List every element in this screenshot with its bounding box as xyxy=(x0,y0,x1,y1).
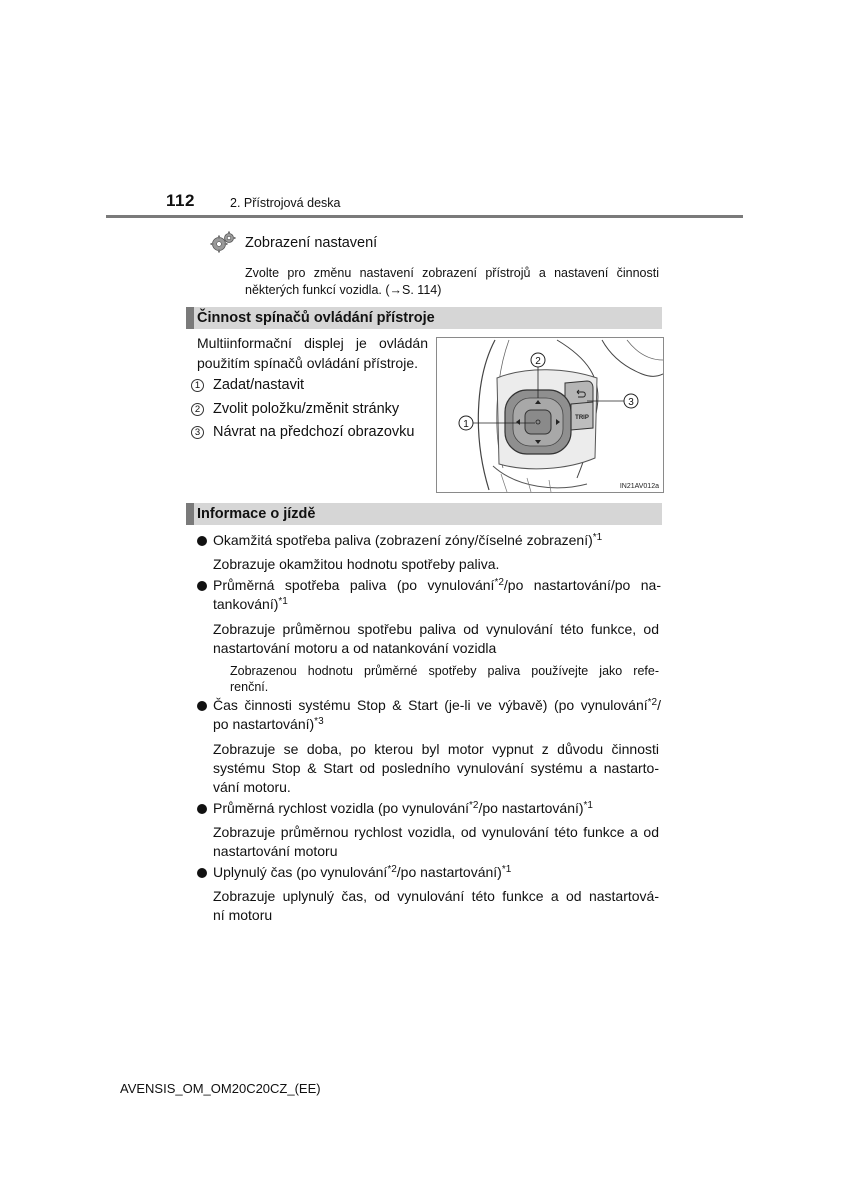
settings-title: Zobrazení nastavení xyxy=(245,235,378,251)
description-line: Zobrazuje okamžitou hodnotu spotřeby paliva. xyxy=(213,556,500,572)
list-item-description xyxy=(213,555,659,574)
note-line: Zobrazenou hodnotu průměrné spotřeby paliva používejte jako refe- xyxy=(230,664,659,678)
settings-description xyxy=(245,265,659,299)
list-item-text: Okamžitá spotřeba paliva (zobrazení zóny/číselné zobrazení)$^{*1}$ xyxy=(213,532,603,548)
chapter-title: 2. Přístrojová deska xyxy=(230,196,341,210)
list-item-description xyxy=(213,620,659,658)
description-line: Zobrazuje se doba, po kterou byl motor vypnut z důvodu činnosti xyxy=(213,741,659,757)
steering-switch-figure xyxy=(436,337,664,493)
document-code: AVENSIS_OM_OM20C20CZ_(EE) xyxy=(120,1081,321,1096)
section-stripe xyxy=(186,503,194,525)
item-number: 2 xyxy=(191,403,204,416)
list-item-description xyxy=(213,887,659,925)
bullet-dot xyxy=(197,581,207,591)
item-number: 3 xyxy=(191,426,204,439)
description-line: nastartování motoru xyxy=(213,843,338,859)
description-line: Zobrazuje uplynulý čas, od vynulování této funkce a od nastartová- xyxy=(213,888,659,904)
bullet-dot xyxy=(197,536,207,546)
description-line: nastartování motoru a od natankování vozidla xyxy=(213,640,497,656)
section-title: Činnost spínačů ovládání přístroje xyxy=(197,310,435,326)
item-number: 1 xyxy=(191,379,204,392)
bullet-dot xyxy=(197,868,207,878)
bullet-dot xyxy=(197,701,207,711)
bullet-dot xyxy=(197,804,207,814)
description-line: vání motoru. xyxy=(213,779,291,795)
item-label: Zvolit položku/změnit stránky xyxy=(213,401,400,417)
list-item-text: Uplynulý čas (po vynulování$^{*2}$/po nastartování)$^{*1}$ xyxy=(213,864,512,880)
item-label: Návrat na předchozí obrazovku xyxy=(213,424,415,440)
figure-code: IN21AV012a xyxy=(619,483,659,490)
item-label: Zadat/nastavit xyxy=(213,377,305,393)
callout-3: 3 xyxy=(628,397,634,408)
note xyxy=(230,663,659,695)
switch-intro-line: použitím spínačů ovládání přístroje. xyxy=(197,355,419,371)
description-line: ní motoru xyxy=(213,907,273,923)
description-line: systému Stop & Start od posledního vynulování systému a nastarto- xyxy=(213,760,659,776)
gear-icon xyxy=(210,231,236,253)
description-line: Zobrazuje průměrnou rychlost vozidla, od vynulování této funkce a od xyxy=(213,824,659,840)
settings-description-line: Zvolte pro změnu nastavení zobrazení přístrojů a nastavení činnosti xyxy=(245,266,659,280)
switch-item xyxy=(191,424,415,440)
list-item-description xyxy=(213,740,659,797)
list-item-text: Průměrná rychlost vozidla (po vynulování$^{*2}$/po nastartování)$^{*1}$ xyxy=(213,800,593,816)
switch-item xyxy=(191,377,304,393)
callout-2: 2 xyxy=(535,356,541,367)
section-title: Informace o jízdě xyxy=(197,506,316,522)
header-rule xyxy=(106,215,743,218)
description-line: Zobrazuje průměrnou spotřebu paliva od vynulování této funkce, od xyxy=(213,621,659,637)
section-stripe xyxy=(186,307,194,329)
switch-intro-line: Multiinformační displej je ovládán xyxy=(197,335,428,351)
section-header-drive-info xyxy=(186,503,662,525)
section-header-switches xyxy=(186,307,662,329)
list-item-text: Čas činnosti systému Stop & Start (je-li ve výbavě) (po vynulování$^{*2}$/ po nastartování)$^{*3}$ xyxy=(213,697,661,732)
trip-button-label: TRIP xyxy=(575,415,589,421)
list-item-description xyxy=(213,823,659,861)
page-number: 112 xyxy=(166,191,195,210)
callout-1: 1 xyxy=(463,419,469,430)
note-line: renční. xyxy=(230,680,269,694)
switch-intro xyxy=(197,333,428,373)
list-item-text: Průměrná spotřeba paliva (po vynulování$^{*2}$/po nastartování/po na- tankování)$^{*1}$ xyxy=(213,577,661,612)
settings-description-line: některých funkcí vozidla. (→S. 114) xyxy=(245,283,442,297)
switch-item xyxy=(191,401,399,417)
